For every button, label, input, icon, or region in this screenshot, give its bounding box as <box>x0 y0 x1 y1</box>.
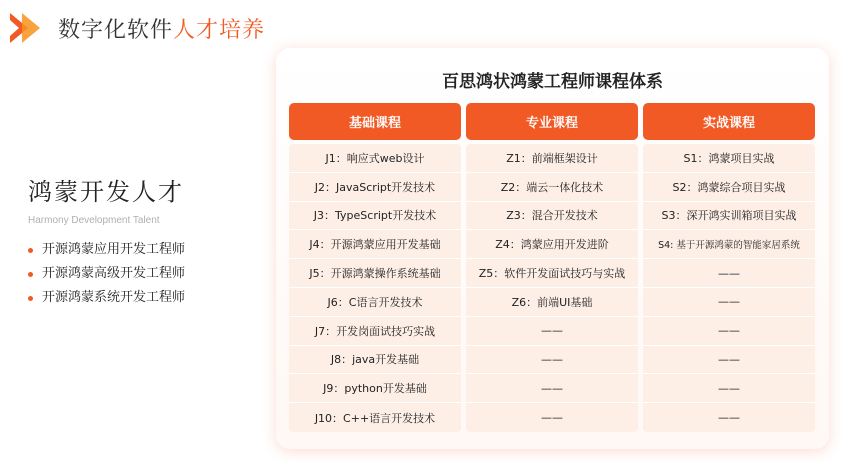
bullet-icon <box>28 272 33 277</box>
course-cell: S2：鸿蒙综合项目实战 <box>643 173 815 202</box>
course-cell: J4：开源鸿蒙应用开发基础 <box>289 230 461 259</box>
course-cell: J2：JavaScript开发技术 <box>289 173 461 202</box>
empty-cell: —— <box>466 374 638 403</box>
list-item-label: 开源鸿蒙应用开发工程师 <box>42 242 186 257</box>
column-body <box>289 144 461 432</box>
empty-cell: —— <box>643 346 815 375</box>
page-header <box>10 8 265 48</box>
page-title-part1: 数字化软件 <box>58 17 174 43</box>
column-header: 专业课程 <box>466 103 638 140</box>
empty-cell: —— <box>643 288 815 317</box>
course-cell: J7：开发岗面试技巧实战 <box>289 317 461 346</box>
list-item <box>28 238 268 262</box>
course-cell: Z1：前端框架设计 <box>466 144 638 173</box>
bullet-icon <box>28 248 33 253</box>
column-body <box>466 144 638 432</box>
list-item <box>28 286 268 310</box>
bullet-icon <box>28 296 33 301</box>
course-cell: Z2：端云一体化技术 <box>466 173 638 202</box>
empty-cell: —— <box>643 374 815 403</box>
page-title <box>58 13 265 44</box>
page-title-part2: 人才培养 <box>173 17 266 43</box>
empty-cell: —— <box>643 317 815 346</box>
course-cell: J1：响应式web设计 <box>289 144 461 173</box>
empty-cell: —— <box>718 411 740 425</box>
course-cell: Z3：混合开发技术 <box>466 202 638 231</box>
column-header: 基础课程 <box>289 103 461 140</box>
empty-cell: —— <box>643 259 815 288</box>
curriculum-card <box>276 48 829 449</box>
course-cell: J3：TypeScript开发技术 <box>289 202 461 231</box>
list-item <box>28 262 268 286</box>
course-cell: J8：java开发基础 <box>289 346 461 375</box>
course-cell: J6：C语言开发技术 <box>289 288 461 317</box>
column-professional <box>466 103 638 432</box>
course-cell: Z6：前端UI基础 <box>466 288 638 317</box>
column-body <box>643 144 815 432</box>
column-practical <box>643 103 815 432</box>
course-cell: J10：C++语言开发技术 <box>314 411 436 425</box>
course-cell: J9：python开发基础 <box>289 374 461 403</box>
course-cell: Z5：软件开发面试技巧与实战 <box>466 259 638 288</box>
empty-cell: —— <box>466 317 638 346</box>
list-item-label: 开源鸿蒙系统开发工程师 <box>42 290 186 305</box>
column-basic <box>289 103 461 432</box>
talent-subtitle: Harmony Development Talent <box>28 215 160 226</box>
curriculum-title: 百思鸿状鸿蒙工程师课程体系 <box>442 72 663 92</box>
empty-cell: —— <box>466 346 638 375</box>
list-item-label: 开源鸿蒙高级开发工程师 <box>42 266 186 281</box>
talent-title: 鸿蒙开发人才 <box>28 178 184 206</box>
course-cell: J5：开源鸿蒙操作系统基础 <box>289 259 461 288</box>
course-cell: S1：鸿蒙项目实战 <box>643 144 815 173</box>
empty-cell: —— <box>541 411 563 425</box>
talent-list <box>28 238 268 310</box>
talent-panel <box>28 172 268 310</box>
course-cell: S3：深开鸿实训箱项目实战 <box>643 202 815 231</box>
column-header: 实战课程 <box>643 103 815 140</box>
course-cell: Z4：鸿蒙应用开发进阶 <box>466 230 638 259</box>
course-cell: S4: 基于开源鸿蒙的智能家居系统 <box>643 230 815 259</box>
chevron-logo-icon <box>10 13 48 43</box>
